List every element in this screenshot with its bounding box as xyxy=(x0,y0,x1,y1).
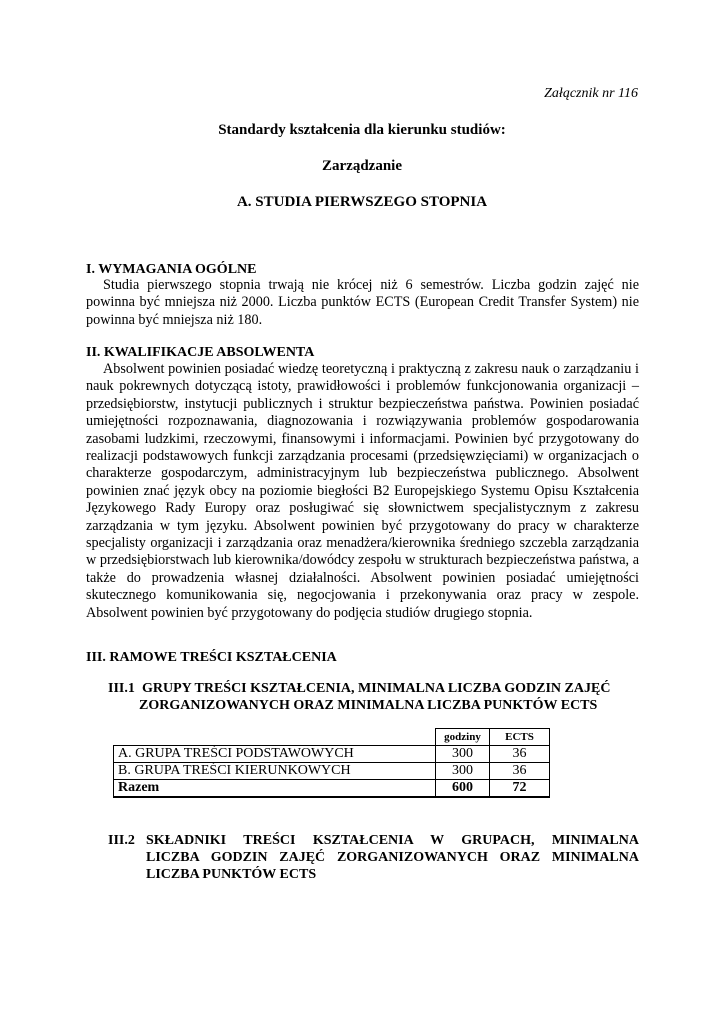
subsection-title-line: LICZBA PUNKTÓW ECTS xyxy=(146,867,317,882)
total-ects: 72 xyxy=(490,780,550,798)
total-hours: 600 xyxy=(436,780,490,798)
section-1-text: Studia pierwszego stopnia trwają nie krócej niż 6 semestrów. Liczba godzin zajęć nie powinna być mniejsza niż 2000. Liczba punktów ECTS (European Credit Transfer System) nie powinna być mniejsza niż 180. xyxy=(86,277,639,328)
subsection-title-line: SKŁADNIKI TREŚCI KSZTAŁCENIA W GRUPACH, MINIMALNA xyxy=(146,833,639,848)
group-label: B. GRUPA TREŚCI KIERUNKOWYCH xyxy=(114,763,436,780)
subsection-3-1-heading xyxy=(108,680,639,714)
table-total-row xyxy=(114,780,550,798)
hours-column-header: godziny xyxy=(436,729,490,746)
subsection-title-line: LICZBA GODZIN ZAJĘĆ ZORGANIZOWANYCH ORAZ MINIMALNA xyxy=(146,850,639,865)
table-header-row xyxy=(114,729,550,746)
subsection-number: III.2 xyxy=(108,833,135,848)
study-level: A. STUDIA PIERWSZEGO STOPNIA xyxy=(236,194,488,210)
section-2-heading: II. KWALIFIKACJE ABSOLWENTA xyxy=(86,345,315,360)
table-row xyxy=(114,746,550,763)
subsection-3-2-heading xyxy=(108,832,639,883)
subsection-number: III.1 xyxy=(108,681,135,696)
group-label: A. GRUPA TREŚCI PODSTAWOWYCH xyxy=(114,746,436,763)
subsection-title-line: ZORGANIZOWANYCH ORAZ MINIMALNA LICZBA PUNKTÓW ECTS xyxy=(139,698,598,713)
table-row xyxy=(114,763,550,780)
ects-column-header: ECTS xyxy=(490,729,550,746)
field-of-study: Zarządzanie xyxy=(322,158,402,174)
group-ects: 36 xyxy=(490,746,550,763)
section-3-heading: III. RAMOWE TREŚCI KSZTAŁCENIA xyxy=(86,650,337,665)
section-1-heading: I. WYMAGANIA OGÓLNE xyxy=(86,262,257,277)
document-title: Standardy kształcenia dla kierunku studiów: xyxy=(218,122,506,138)
annex-number: Załącznik nr 116 xyxy=(544,86,638,101)
group-hours: 300 xyxy=(436,746,490,763)
section-2-text: Absolwent powinien posiadać wiedzę teoretyczną i praktyczną z zakresu nauk o zarządzaniu i nauk pokrewnych dotyczącą istoty, prawidłowości i problemów funkcjonowania organizacji – przedsiębiorstw, instytucji publicznych i struktur bezpieczeństwa państwa. Powinien posiadać umiejętności rozpoznawania, diagnozowania i rozwiązywania problemów gospodarowania zasobami ludzkimi, rzeczowymi, finansowymi i informacjami. Powinien być przygotowany do realizacji podstawowych funkcji zarządzania procesami (przedsięwzięciami) w organizacjach o charakterze gospodarczym, administracyjnym lub bezpieczeństwa publicznego. Absolwent powinien znać język obcy na poziomie biegłości B2 Europejskiego Systemu Opisu Kształcenia Językowego Rady Europy oraz posługiwać się słownictwem specjalistycznym z zakresu zarządzania w tym języku. Absolwent powinien być przygotowany do pracy w charakterze specjalisty organizacji i zarządzania oraz menadżera/kierownika średniego szczebla zarządzania w przedsiębiorstwach lub kierownika/dowódcy zespołu w strukturach bezpieczeństwa państwa, a także do prowadzenia własnej działalności. Absolwent powinien posiadać umiejętności skutecznego komunikowania się, negocjowania i przekonywania oraz pracy w zespole. Absolwent powinien być przygotowany do podjęcia studiów drugiego stopnia. xyxy=(86,361,639,621)
subsection-title-line: GRUPY TREŚCI KSZTAŁCENIA, MINIMALNA LICZBA GODZIN ZAJĘĆ xyxy=(142,681,611,696)
group-ects: 36 xyxy=(490,763,550,780)
group-hours: 300 xyxy=(436,763,490,780)
total-label: Razem xyxy=(114,780,436,798)
ects-table xyxy=(113,728,550,798)
